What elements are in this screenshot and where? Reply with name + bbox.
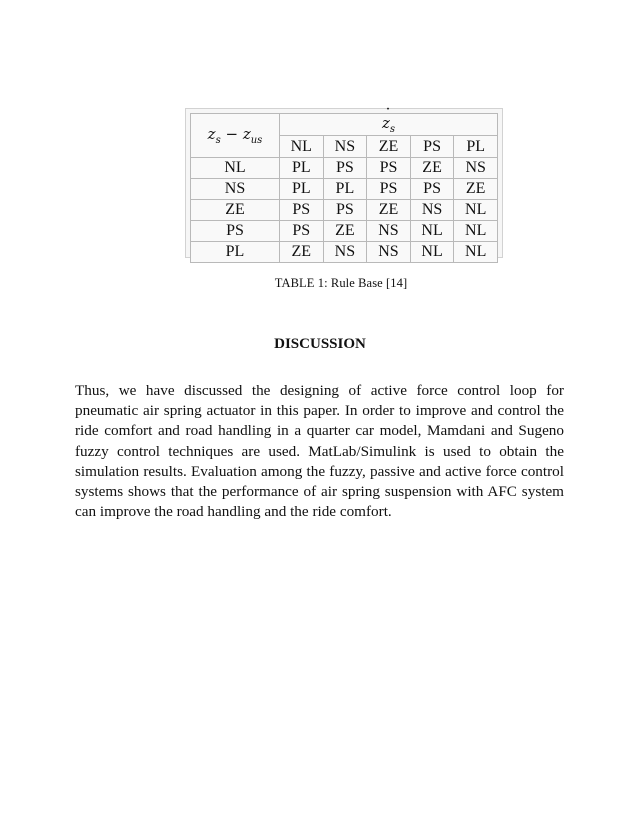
row-header: ZE [191,200,280,221]
corner-label-text: $z_s - z_{us}$ [207,125,263,146]
table-cell: ZE [367,200,411,221]
table-caption: TABLE 1: Rule Base [14] [274,276,408,290]
table-cell: PS [280,200,324,221]
table-cell: NL [454,200,498,221]
table-row [191,200,498,221]
table-cell: NS [454,158,498,179]
table-row [191,158,498,179]
column-header: PS [410,136,454,158]
section-heading: DISCUSSION [274,336,366,352]
row-header: PL [191,242,280,263]
table-cell: NL [454,242,498,263]
table-cell: PL [323,179,367,200]
table-cell: NS [323,242,367,263]
column-header: NS [323,136,367,158]
table-cell: PL [280,179,324,200]
table-cell: ZE [323,221,367,242]
table-cell: NL [410,242,454,263]
row-header: PS [191,221,280,242]
group-header-text: ˙ z [382,114,390,132]
table-cell: ZE [410,158,454,179]
rule-base-table-image [185,108,503,258]
table-cell: NS [367,221,411,242]
table-row [191,221,498,242]
table-cell: NS [410,200,454,221]
table-cell: ZE [280,242,324,263]
table-cell: ZE [454,179,498,200]
table-row [191,242,498,263]
table-row [191,179,498,200]
table-cell: PS [367,158,411,179]
row-header: NL [191,158,280,179]
table-cell: PL [280,158,324,179]
discussion-paragraph: Thus, we have discussed the designing of active force control loop for pneumatic air spring actuator in this paper. In order to improve and control the ride comfort and road handling in a quarter car model, Mamdani and Sugeno fuzzy control techniques are used. MatLab/Simulink is used to obtain the simulation results. Evaluation among the fuzzy, passive and active force control systems shows that the performance of air spring suspension with AFC system can improve the road handling and the ride comfort. [75,382,564,521]
table-group-header: ˙ $z_s$ [280,114,498,136]
table-cell: PS [410,179,454,200]
column-header: PL [454,136,498,158]
row-header: NS [191,179,280,200]
table-cell: PS [280,221,324,242]
table-corner-label [191,114,280,158]
table-cell: PS [323,200,367,221]
table-cell: NS [367,242,411,263]
rule-base-table [190,113,498,263]
column-header: NL [280,136,324,158]
table-cell: NL [410,221,454,242]
table-cell: PS [367,179,411,200]
table-cell: PS [323,158,367,179]
table-cell: NL [454,221,498,242]
column-header: ZE [367,136,411,158]
